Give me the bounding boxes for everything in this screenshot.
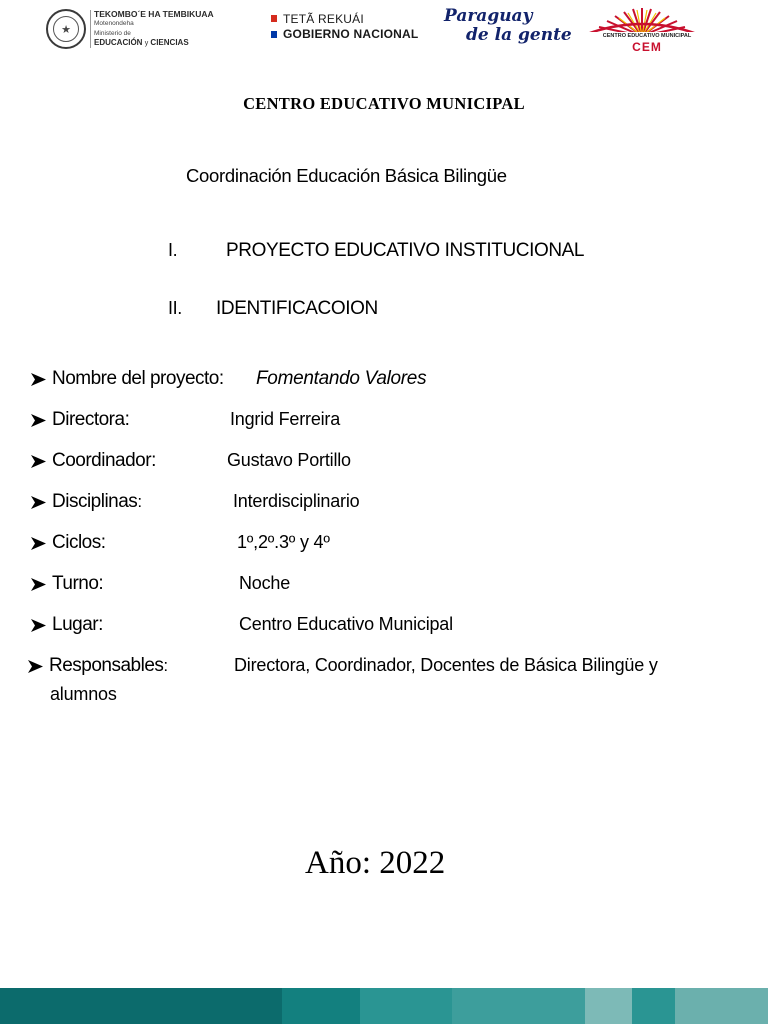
mec-logo-line3: Ministerio de bbox=[94, 30, 131, 37]
section-number-1: I. bbox=[168, 240, 178, 260]
cem-logo-line1: CENTRO EDUCATIVO MUNICIPAL bbox=[602, 33, 692, 39]
footer-segment bbox=[675, 988, 768, 1024]
arrowhead-icon bbox=[30, 413, 47, 428]
arrowhead-icon bbox=[30, 495, 47, 510]
flag-blue-icon bbox=[271, 31, 277, 38]
sunburst-icon bbox=[583, 6, 701, 36]
paraguay-logo-line2: de la gente bbox=[466, 25, 572, 45]
arrowhead-icon bbox=[30, 577, 47, 592]
field-value: Interdisciplinario bbox=[233, 491, 360, 511]
field-value: Centro Educativo Municipal bbox=[239, 614, 453, 634]
arrowhead-icon bbox=[30, 372, 47, 387]
field-value-continuation: alumnos bbox=[50, 684, 117, 704]
field-label: Turno: bbox=[52, 573, 104, 594]
section-title-2: IDENTIFICACOION bbox=[216, 298, 378, 319]
mec-logo-line1: TEKOMBO´E HA TEMBIKUAA bbox=[94, 9, 214, 19]
national-seal-icon: ★ bbox=[46, 9, 86, 49]
footer-segment bbox=[360, 988, 452, 1024]
logo-divider bbox=[90, 10, 91, 48]
arrowhead-icon bbox=[30, 536, 47, 551]
footer-segment bbox=[0, 988, 282, 1024]
field-label: Directora: bbox=[52, 409, 130, 430]
field-label: Lugar: bbox=[52, 614, 103, 635]
cem-logo-line2: CEM bbox=[632, 40, 662, 54]
document-year: Año: 2022 bbox=[305, 845, 446, 881]
field-shift bbox=[30, 573, 103, 595]
section-number-2: II. bbox=[168, 298, 182, 318]
footer-decorative-bar bbox=[0, 988, 768, 1024]
field-value: Directora, Coordinador, Docentes de Básica Bilingüe y bbox=[234, 655, 658, 675]
field-label-colon: : bbox=[163, 656, 168, 675]
field-label: Nombre del proyecto: bbox=[52, 368, 224, 389]
section-title-1: PROYECTO EDUCATIVO INSTITUCIONAL bbox=[226, 240, 585, 261]
mec-logo-line4: EDUCACIÓN y CIENCIAS bbox=[94, 38, 189, 47]
mec-logo-line2: Motenondeha bbox=[94, 20, 134, 27]
field-value: Gustavo Portillo bbox=[227, 450, 351, 470]
field-project-name bbox=[30, 368, 224, 390]
field-label: Ciclos: bbox=[52, 532, 106, 553]
flag-red-icon bbox=[271, 15, 277, 22]
institution-title: CENTRO EDUCATIVO MUNICIPAL bbox=[243, 94, 525, 113]
government-logo-line1: TETÃ REKUÁI bbox=[283, 12, 364, 26]
field-label-colon: : bbox=[137, 492, 142, 511]
field-value: Noche bbox=[239, 573, 291, 593]
government-logo-line2: GOBIERNO NACIONAL bbox=[283, 27, 419, 41]
field-label: Disciplinas bbox=[52, 491, 138, 512]
field-label: Responsables bbox=[49, 655, 164, 676]
footer-segment bbox=[452, 988, 585, 1024]
footer-segment bbox=[585, 988, 632, 1024]
field-place bbox=[30, 614, 103, 636]
arrowhead-icon bbox=[27, 659, 44, 674]
field-cycles bbox=[30, 532, 106, 554]
field-value: Ingrid Ferreira bbox=[230, 409, 341, 429]
paraguay-logo-line1: Paraguay bbox=[444, 6, 533, 26]
field-value: Fomentando Valores bbox=[256, 368, 427, 389]
field-director bbox=[30, 409, 129, 431]
coordination-heading: Coordinación Educación Básica Bilingüe bbox=[186, 165, 507, 186]
footer-segment bbox=[632, 988, 675, 1024]
field-value: 1º,2º.3º y 4º bbox=[237, 532, 330, 552]
arrowhead-icon bbox=[30, 454, 47, 469]
field-responsibles bbox=[27, 655, 168, 677]
field-coordinator bbox=[30, 450, 156, 472]
field-label: Coordinador: bbox=[52, 450, 156, 471]
footer-segment bbox=[282, 988, 360, 1024]
field-disciplines bbox=[30, 491, 142, 513]
arrowhead-icon bbox=[30, 618, 47, 633]
